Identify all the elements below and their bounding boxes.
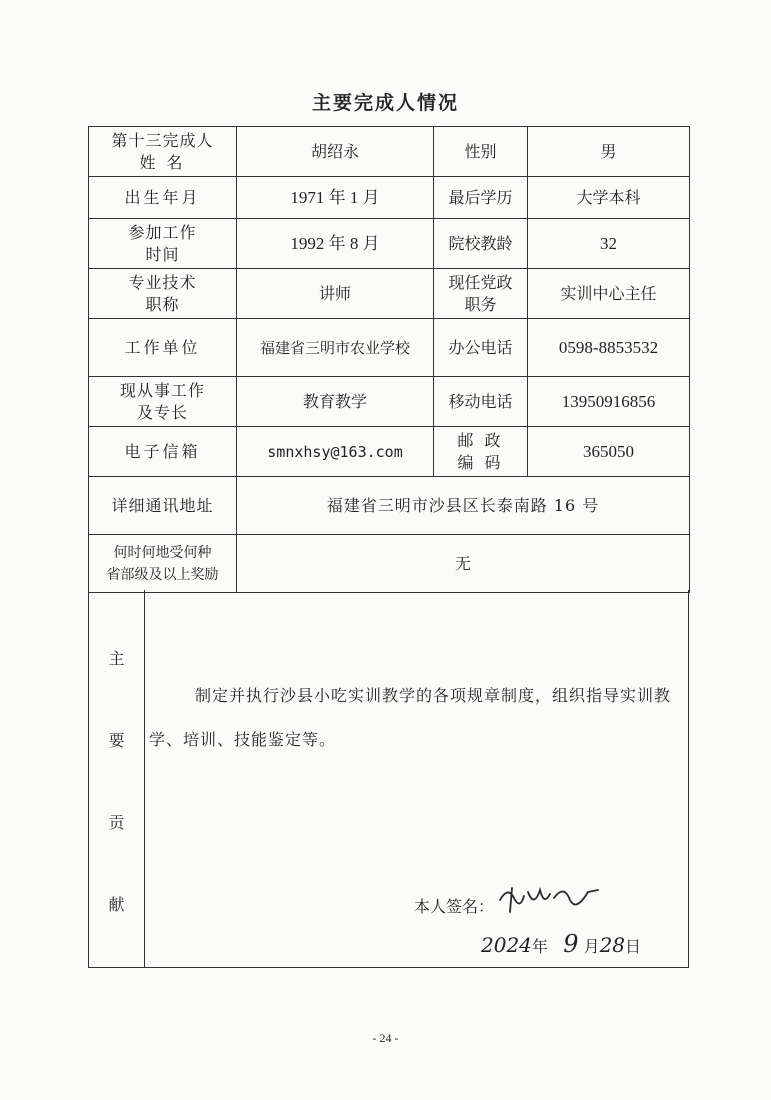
postcode-label: 邮 政: [457, 430, 504, 450]
date-day-unit: 日: [625, 937, 642, 956]
education-value: 大学本科: [528, 177, 690, 219]
date-year: 2024: [481, 933, 532, 957]
signature-image: [494, 878, 604, 918]
postcode-label-2: 编 码: [457, 452, 504, 472]
teaching-years-value: 32: [528, 219, 690, 269]
address-value: 福建省三明市沙县区长泰南路 16 号: [237, 477, 690, 535]
name-value: 胡绍永: [237, 127, 434, 177]
side-label-2: 要: [108, 731, 125, 750]
employer-value: 福建省三明市农业学校: [237, 319, 434, 377]
awards-label-2: 省部级及以上奖励: [106, 566, 219, 583]
post-label: 现任党政: [448, 272, 513, 292]
office-phone-value: 0598-8853532: [528, 319, 690, 377]
contribution-box: [88, 590, 689, 968]
address-label: 详细通讯地址: [89, 477, 237, 535]
name-label-cell: [89, 127, 237, 177]
awards-label: 何时何地受何种: [113, 544, 212, 561]
contribution-text: 制定并执行沙县小吃实训教学的各项规章制度，组织指导实训教学、培训、技能鉴定等。: [149, 686, 672, 749]
mobile-value: 13950916856: [528, 377, 690, 427]
person-info-table: [88, 126, 690, 593]
work-start-label: 参加工作: [128, 222, 197, 242]
date-day: 28: [599, 933, 626, 957]
specialty-label-2: 及专长: [136, 402, 188, 422]
employer-label: 工作单位: [89, 319, 237, 377]
specialty-label: 现从事工作: [119, 380, 205, 400]
birth-value: 1971 年 1 月: [237, 177, 434, 219]
work-start-label-2: 时间: [145, 244, 180, 264]
sign-label: 本人签名：: [414, 897, 495, 916]
awards-value: 无: [237, 535, 690, 593]
sign-date: [481, 930, 641, 958]
prof-title-label-2: 职称: [145, 294, 180, 314]
teaching-years-label: 院校教龄: [434, 219, 528, 269]
date-month-unit: 月: [583, 937, 600, 956]
side-label-3: 贡: [108, 813, 125, 832]
post-label-2: 职务: [464, 294, 497, 314]
date-year-unit: 年: [531, 937, 548, 956]
gender-label: 性别: [434, 127, 528, 177]
work-start-value: 1992 年 8 月: [237, 219, 434, 269]
page-title: 主要完成人情况: [311, 92, 459, 114]
prof-title-value: 讲师: [237, 269, 434, 319]
name-label: 姓 名: [139, 152, 186, 172]
email-value: smnxhsy@163.com: [237, 427, 434, 477]
postcode-value: 365050: [528, 427, 690, 477]
email-label: 电子信箱: [89, 427, 237, 477]
side-label-4: 献: [108, 895, 125, 914]
side-label-1: 主: [108, 649, 125, 668]
gender-value: 男: [528, 127, 690, 177]
rank-label: 第十三完成人: [111, 130, 214, 150]
birth-label: 出生年月: [89, 177, 237, 219]
page-number: - 24 -: [372, 1031, 399, 1045]
specialty-value: 教育教学: [237, 377, 434, 427]
office-phone-label: 办公电话: [434, 319, 528, 377]
education-label: 最后学历: [434, 177, 528, 219]
post-value: 实训中心主任: [528, 269, 690, 319]
prof-title-label: 专业技术: [128, 272, 197, 292]
date-month: 9: [563, 930, 579, 958]
mobile-label: 移动电话: [434, 377, 528, 427]
